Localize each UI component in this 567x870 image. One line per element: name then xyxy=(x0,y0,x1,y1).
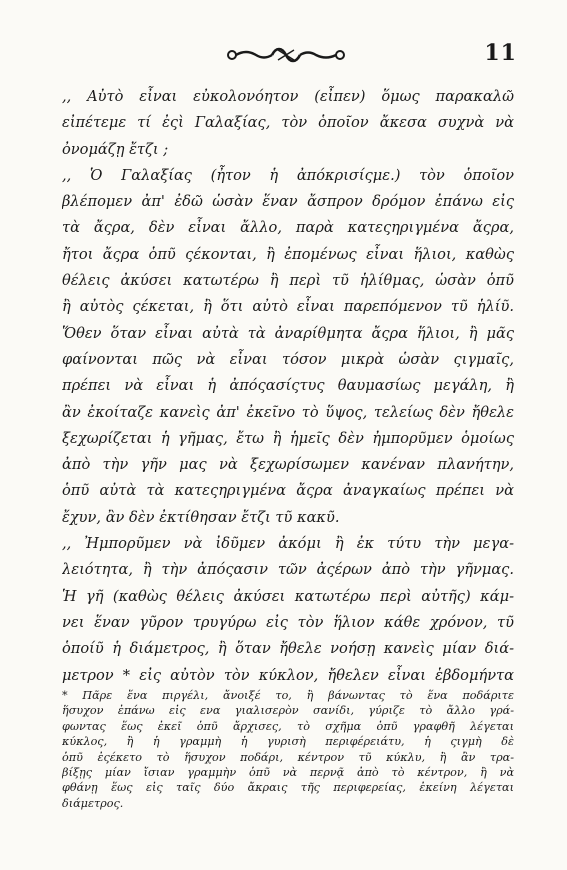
text-line: Ἡ γῆ (καθὼς θέλεις ἀκύσει κατωτέρω περὶ αὐτῆς) κάμ- xyxy=(62,587,514,605)
text-line: μετρον * εἰς αὐτὸν τὸν κύκλον, ἤθελεν εἶναι ἑβδομήντα xyxy=(62,666,514,684)
text-line: φαίνονται πῶς νὰ εἶναι τόσον μικρὰ ὡσὰν ςιγμαῖς, xyxy=(62,350,514,368)
footnote-line: φωντας ἕως ἐκεῖ ὁπῦ ἄρχισες, τὸ σχῆμα ὁπῦ γραφθῆ λέγεται xyxy=(62,719,514,733)
text-line: τὰ ἄςρα, δὲν εἶναι ἄλλο, παρὰ κατεςηριγμένα ἄςρα, xyxy=(62,219,514,237)
text-line: ἀπὸ τὴν γῆν μας νὰ ξεχωρίσωμεν κανέναν πλανήτην, xyxy=(62,456,514,474)
text-line: εἰπέτεμε τί ἐςὶ Γαλαξίας, τὸν ὁποῖον ἄκεσα συχνὰ νὰ xyxy=(62,114,514,132)
page-number: 11 xyxy=(484,40,517,66)
text-line: ,, Αὐτὸ εἶναι εὐκολονόητον (εἶπεν) ὅμως παρακαλῶ xyxy=(62,88,514,105)
text-line: βλέπομεν ἀπ' ἐδῶ ὡσὰν ἕναν ἄσπρον δρόμον ἐπάνω εἰς xyxy=(62,193,514,211)
footnote-line: φθάνῃ ἕως εἰς ταῖς δύο ἄκραις τῆς περιφερείας, ἐκείνη λέγεται xyxy=(62,781,514,795)
text-line: πρέπει νὰ εἶναι ἡ ἀπόςασίςτυς θαυμασίως μεγάλη, ἢ xyxy=(62,377,514,395)
footnote xyxy=(62,688,514,811)
text-line: ὁπῦ αὐτὰ τὰ κατεςηριγμένα ἄςρα ἀναγκαίως πρέπει νὰ xyxy=(62,482,514,500)
footnote-line: * Πᾶρε ἕνα πιργέλι, ἄνοιξέ το, ἢ βάνωντας τὸ ἕνα ποδάριτε xyxy=(62,689,514,702)
text-line: Ὅθεν ὅταν εἶναι αὐτὰ τὰ ἀναρίθμητα ἄςρα ἥλιοι, ἢ μᾶς xyxy=(62,324,514,342)
footnote-line: ὁπῦ ἐςέκετο τὸ ἥσυχον ποδάρι, κέντρον τῦ κύκλυ, ἢ ἂν τρα- xyxy=(62,750,514,764)
text-line: ἢ αὐτὸς ςέκεται, ἢ ὅτι αὐτὸ εἶναι παρεπόμενον τῦ ἡλίῦ. xyxy=(62,298,514,316)
main-text xyxy=(62,84,514,689)
footnote-line: βίξῃς μίαν ἴσιαν γραμμὴν ὁπῦ νὰ περνᾷ ἀπὸ τὸ κέντρον, ἢ νὰ xyxy=(62,765,514,779)
footnote-line: ἥσυχον ἐπάνω εἰς ενα γιαλισερὸν σανίδι, γύριζε τὸ ἄλλο γρά- xyxy=(62,704,514,718)
text-line: ,, Ἠμπορῦμεν νὰ ἰδῦμεν ἀκόμι ἢ ἐκ τύτυ τὴν μεγα- xyxy=(62,535,514,553)
text-line: λειότητα, ἢ τὴν ἀπόςασιν τῶν ἀςέρων ἀπὸ τὴν γῆνμας. xyxy=(62,561,514,579)
footnote-line: διάμετρος. xyxy=(62,796,124,810)
text-line: ὁποίῦ ἡ διάμετρος, ἢ ὅταν ἤθελε νοήσῃ κανεὶς μίαν διά- xyxy=(62,640,514,658)
footnote-line: κύκλος, ἢ ἡ γραμμὴ ἡ γυρισὴ περιφέρειάτυ, ἡ ςιγμὴ δὲ xyxy=(62,735,514,749)
text-line: ἔχυν, ἂν δὲν ἐκτίθησαν ἔτζι τῦ κακῦ. xyxy=(62,508,340,526)
text-line: ἤτοι ἄςρα ὁπῦ ςέκονται, ἢ ἐπομένως εἶναι ἥλιοι, καθὼς xyxy=(62,245,514,263)
text-line: ,, Ὁ Γαλαξίας (ἦτον ἡ ἀπόκρισίςμε.) τὸν ὁποῖον xyxy=(62,166,514,184)
page-header xyxy=(0,40,567,70)
text-line: ξεχωρίζεται ἡ γῆμας, ἔτω ἢ ἡμεῖς δὲν ἠμπορῦμεν ὁμοίως xyxy=(62,429,514,447)
text-line: ὀνομάζῃ ἔτζι ; xyxy=(62,140,169,158)
decorative-ornament xyxy=(226,46,346,64)
text-line: θέλεις ἀκύσει κατωτέρω ἢ περὶ τῦ ἡλίθμας, ὡσὰν ὁπῦ xyxy=(62,272,514,290)
text-line: ἂν ἐκοίταζε κανεὶς ἀπ' ἐκεῖνο τὸ ὕψος, τελείως δὲν ἤθελε xyxy=(62,403,514,421)
text-line: νει ἕναν γῦρον τρυγύρω εἰς τὸν ἥλιον κάθε χρόνον, τῦ xyxy=(62,613,514,631)
